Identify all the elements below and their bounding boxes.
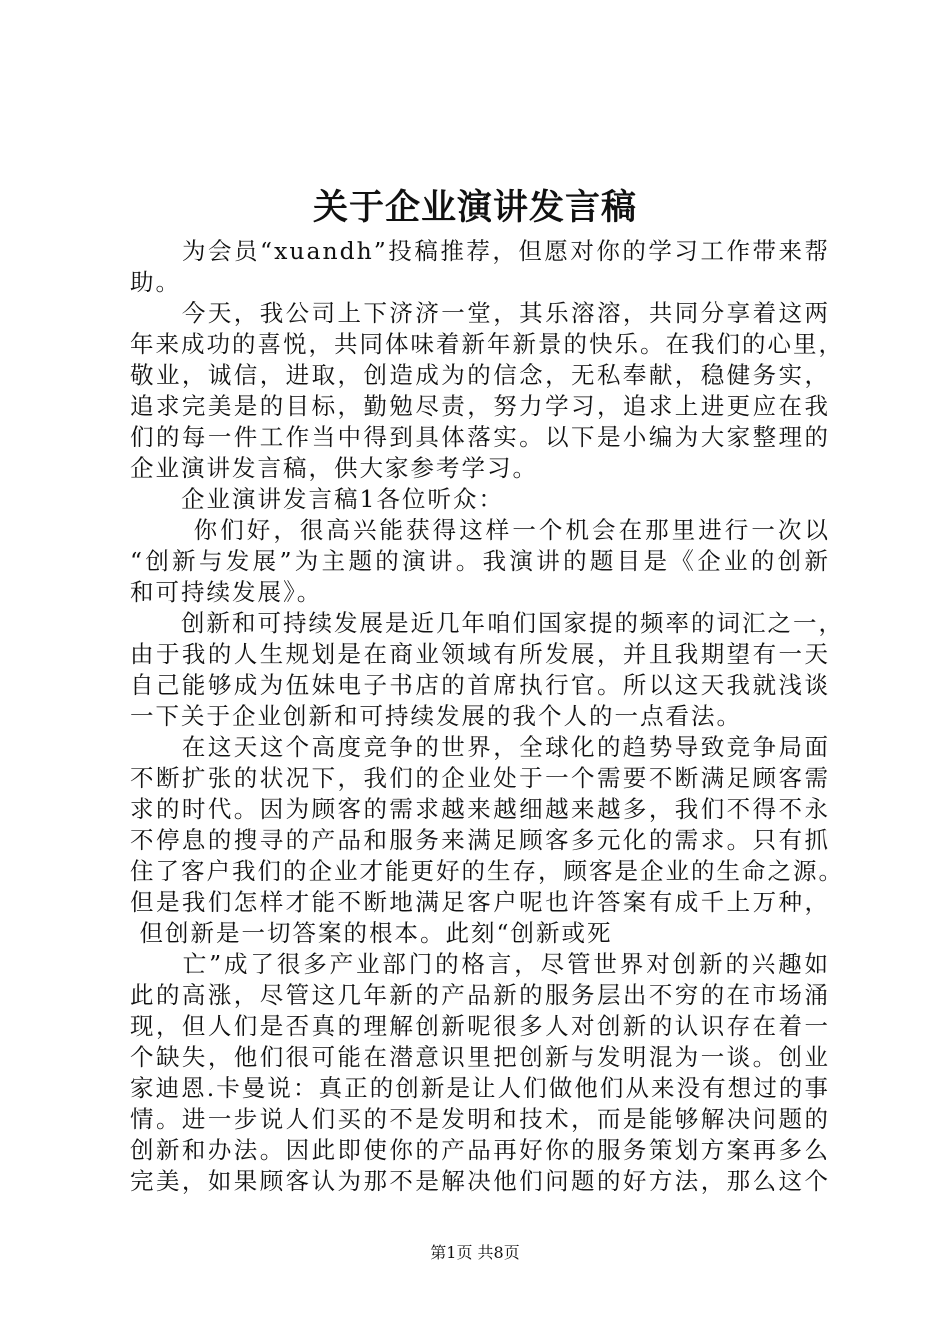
text-line: 今天，我公司上下济济一堂，其乐溶溶，共同分享着这两 — [130, 299, 830, 327]
text-line: 但创新是一切答案的根本。此刻“创新或死 — [130, 919, 613, 947]
text-line: 企业演讲发言稿，供大家参考学习。 — [130, 454, 538, 482]
text-line: 和可持续发展》。 — [130, 578, 323, 606]
text-line: 此的高涨，尽管这几年新的产品新的服务层出不穷的在市场涌 — [130, 981, 830, 1009]
text-line: 现，但人们是否真的理解创新呢很多人对创新的认识存在着一 — [130, 1012, 830, 1040]
text-line: 住了客户我们的企业才能更好的生存，顾客是企业的生命之源。 — [130, 857, 844, 885]
text-line: 创新和办法。因此即使你的产品再好你的服务策划方案再多么 — [130, 1136, 830, 1164]
text-line: 但是我们怎样才能不断地满足客户呢也许答案有成千上万种， — [130, 888, 830, 916]
text-line: 不断扩张的状况下，我们的企业处于一个需要不断满足顾客需 — [130, 764, 830, 792]
text-line: 你们好，很高兴能获得这样一个机会在那里进行一次以 — [130, 516, 830, 544]
text-line: 助。 — [130, 268, 181, 296]
text-line: 个缺失，他们很可能在潜意识里把创新与发明混为一谈。创业 — [130, 1043, 830, 1071]
text-line: 年来成功的喜悦，共同体味着新年新景的快乐。在我们的心里， — [130, 330, 844, 358]
text-line: 情。进一步说人们买的不是发明和技术，而是能够解决问题的 — [130, 1105, 830, 1133]
page-title: 关于企业演讲发言稿 — [312, 187, 637, 228]
text-line: 求的时代。因为顾客的需求越来越细越来越多，我们不得不永 — [130, 795, 830, 823]
document-body — [130, 236, 844, 1197]
text-line: 追求完美是的目标，勤勉尽责，努力学习，追求上进更应在我 — [130, 392, 830, 420]
text-line: 创新和可持续发展是近几年咱们国家提的频率的词汇之一， — [130, 609, 844, 637]
page-number: 第1页 共8页 — [430, 1243, 520, 1262]
text-line: 不停息的搜寻的产品和服务来满足顾客多元化的需求。只有抓 — [130, 826, 830, 854]
text-line: 亡”成了很多产业部门的格言，尽管世界对创新的兴趣如 — [130, 950, 830, 978]
text-line: 一下关于企业创新和可持续发展的我个人的一点看法。 — [130, 702, 742, 730]
text-line: 企业演讲发言稿1各位听众： — [130, 485, 504, 513]
text-line: 在这天这个高度竞争的世界，全球化的趋势导致竞争局面 — [130, 733, 830, 761]
text-line: 为会员“xuandh”投稿推荐，但愿对你的学习工作带来帮 — [130, 237, 830, 265]
text-line: 完美，如果顾客认为那不是解决他们问题的好方法，那么这个 — [130, 1167, 830, 1195]
text-line: 敬业，诚信，进取，创造成为的信念，无私奉献，稳健务实， — [130, 361, 830, 389]
text-line: 自己能够成为伍妹电子书店的首席执行官。所以这天我就浅谈 — [130, 671, 830, 699]
text-line: 由于我的人生规划是在商业领域有所发展，并且我期望有一天 — [130, 640, 830, 668]
text-line: “创新与发展”为主题的演讲。我演讲的题目是《企业的创新 — [130, 547, 830, 575]
text-line: 家迪恩.卡曼说：真正的创新是让人们做他们从来没有想过的事 — [130, 1074, 830, 1102]
text-line: 们的每一件工作当中得到具体落实。以下是小编为大家整理的 — [130, 423, 830, 451]
